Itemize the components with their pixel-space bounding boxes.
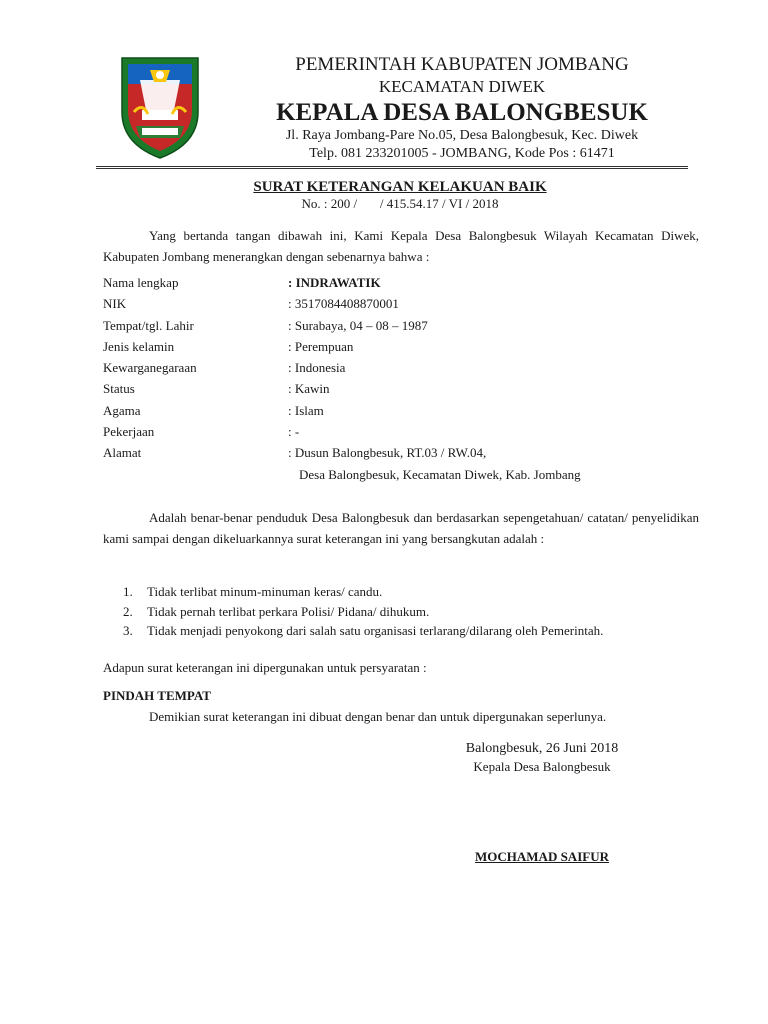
signer-title: Kepala Desa Balongbesuk — [473, 759, 611, 774]
field-value: : 3517084408870001 — [288, 296, 399, 311]
field-row-occupation — [103, 421, 703, 442]
field-row-address-continued — [103, 464, 703, 485]
purpose-value: PINDAH TEMPAT — [103, 688, 211, 703]
statement-paragraph: Adalah benar-benar penduduk Desa Balongbesuk dan berdasarkan sepengetahuan/ catatan/ penyelidikan kami sampai dengan dikeluarkannya surat keterangan ini yang bersangkutan adalah : — [103, 510, 699, 546]
header-government: PEMERINTAH KABUPATEN JOMBANG — [295, 54, 629, 75]
field-row-status — [103, 378, 703, 399]
field-label: Nama lengkap — [103, 275, 179, 290]
purpose-intro: Adapun surat keterangan ini dipergunakan untuk persyaratan : — [103, 660, 427, 675]
coat-of-arms-icon — [118, 52, 202, 162]
field-row-name — [103, 272, 703, 293]
closing-paragraph: Demikian surat keterangan ini dibuat dengan benar dan untuk dipergunakan seperlunya. — [149, 709, 607, 724]
field-row-nik — [103, 293, 703, 314]
field-row-gender — [103, 336, 703, 357]
field-value: : - — [288, 424, 300, 439]
field-value: Desa Balongbesuk, Kecamatan Diwek, Kab. Jombang — [299, 467, 581, 482]
intro-paragraph: Yang bertanda tangan dibawah ini, Kami Kepala Desa Balongbesuk Wilayah Kecamatan Diwek, Kabupaten Jombang menerangkan dengan sebenarnya bahwa : — [103, 228, 699, 264]
field-label: Jenis kelamin — [103, 339, 175, 354]
header-divider — [96, 166, 688, 167]
header-address: Jl. Raya Jombang-Pare No.05, Desa Balongbesuk, Kec. Diwek — [285, 128, 639, 143]
field-label: Pekerjaan — [103, 424, 155, 439]
field-row-address — [103, 442, 703, 463]
field-value: : Indonesia — [288, 360, 346, 375]
header-village-head: KEPALA DESA BALONGBESUK — [276, 99, 648, 126]
field-row-citizenship — [103, 357, 703, 378]
letter-number: No. : 200 / / 415.54.17 / VI / 2018 — [301, 196, 499, 211]
list-item: 2. Tidak pernah terlibat perkara Polisi/ Pidana/ dihukum. — [123, 604, 430, 619]
header-divider-thin — [96, 168, 688, 169]
field-label: NIK — [103, 296, 127, 311]
signer-name: MOCHAMAD SAIFUR — [475, 849, 609, 864]
letter-title: SURAT KETERANGAN KELAKUAN BAIK — [253, 179, 547, 195]
field-label: Status — [103, 381, 135, 396]
field-value: : Perempuan — [288, 339, 354, 354]
field-label: Alamat — [103, 445, 142, 460]
field-label: Agama — [103, 403, 141, 418]
field-value: : Islam — [288, 403, 324, 418]
field-value: : INDRAWATIK — [288, 275, 381, 290]
field-value: : Dusun Balongbesuk, RT.03 / RW.04, — [288, 445, 487, 460]
field-label: Kewarganegaraan — [103, 360, 197, 375]
field-value: : Surabaya, 04 – 08 – 1987 — [288, 318, 428, 333]
list-item: 3. Tidak menjadi penyokong dari salah satu organisasi terlarang/dilarang oleh Pemerintah. — [123, 623, 604, 638]
kabupaten-logo — [118, 52, 202, 162]
place-date: Balongbesuk, 26 Juni 2018 — [465, 741, 619, 756]
header-district: KECAMATAN DIWEK — [378, 77, 546, 96]
list-item: 1. Tidak terlibat minum-minuman keras/ candu. — [123, 584, 383, 599]
field-value: : Kawin — [288, 381, 330, 396]
field-label: Tempat/tgl. Lahir — [103, 318, 194, 333]
field-row-birth — [103, 315, 703, 336]
header-contact: Telp. 081 233201005 - JOMBANG, Kode Pos : 61471 — [309, 146, 615, 161]
field-row-religion — [103, 400, 703, 421]
